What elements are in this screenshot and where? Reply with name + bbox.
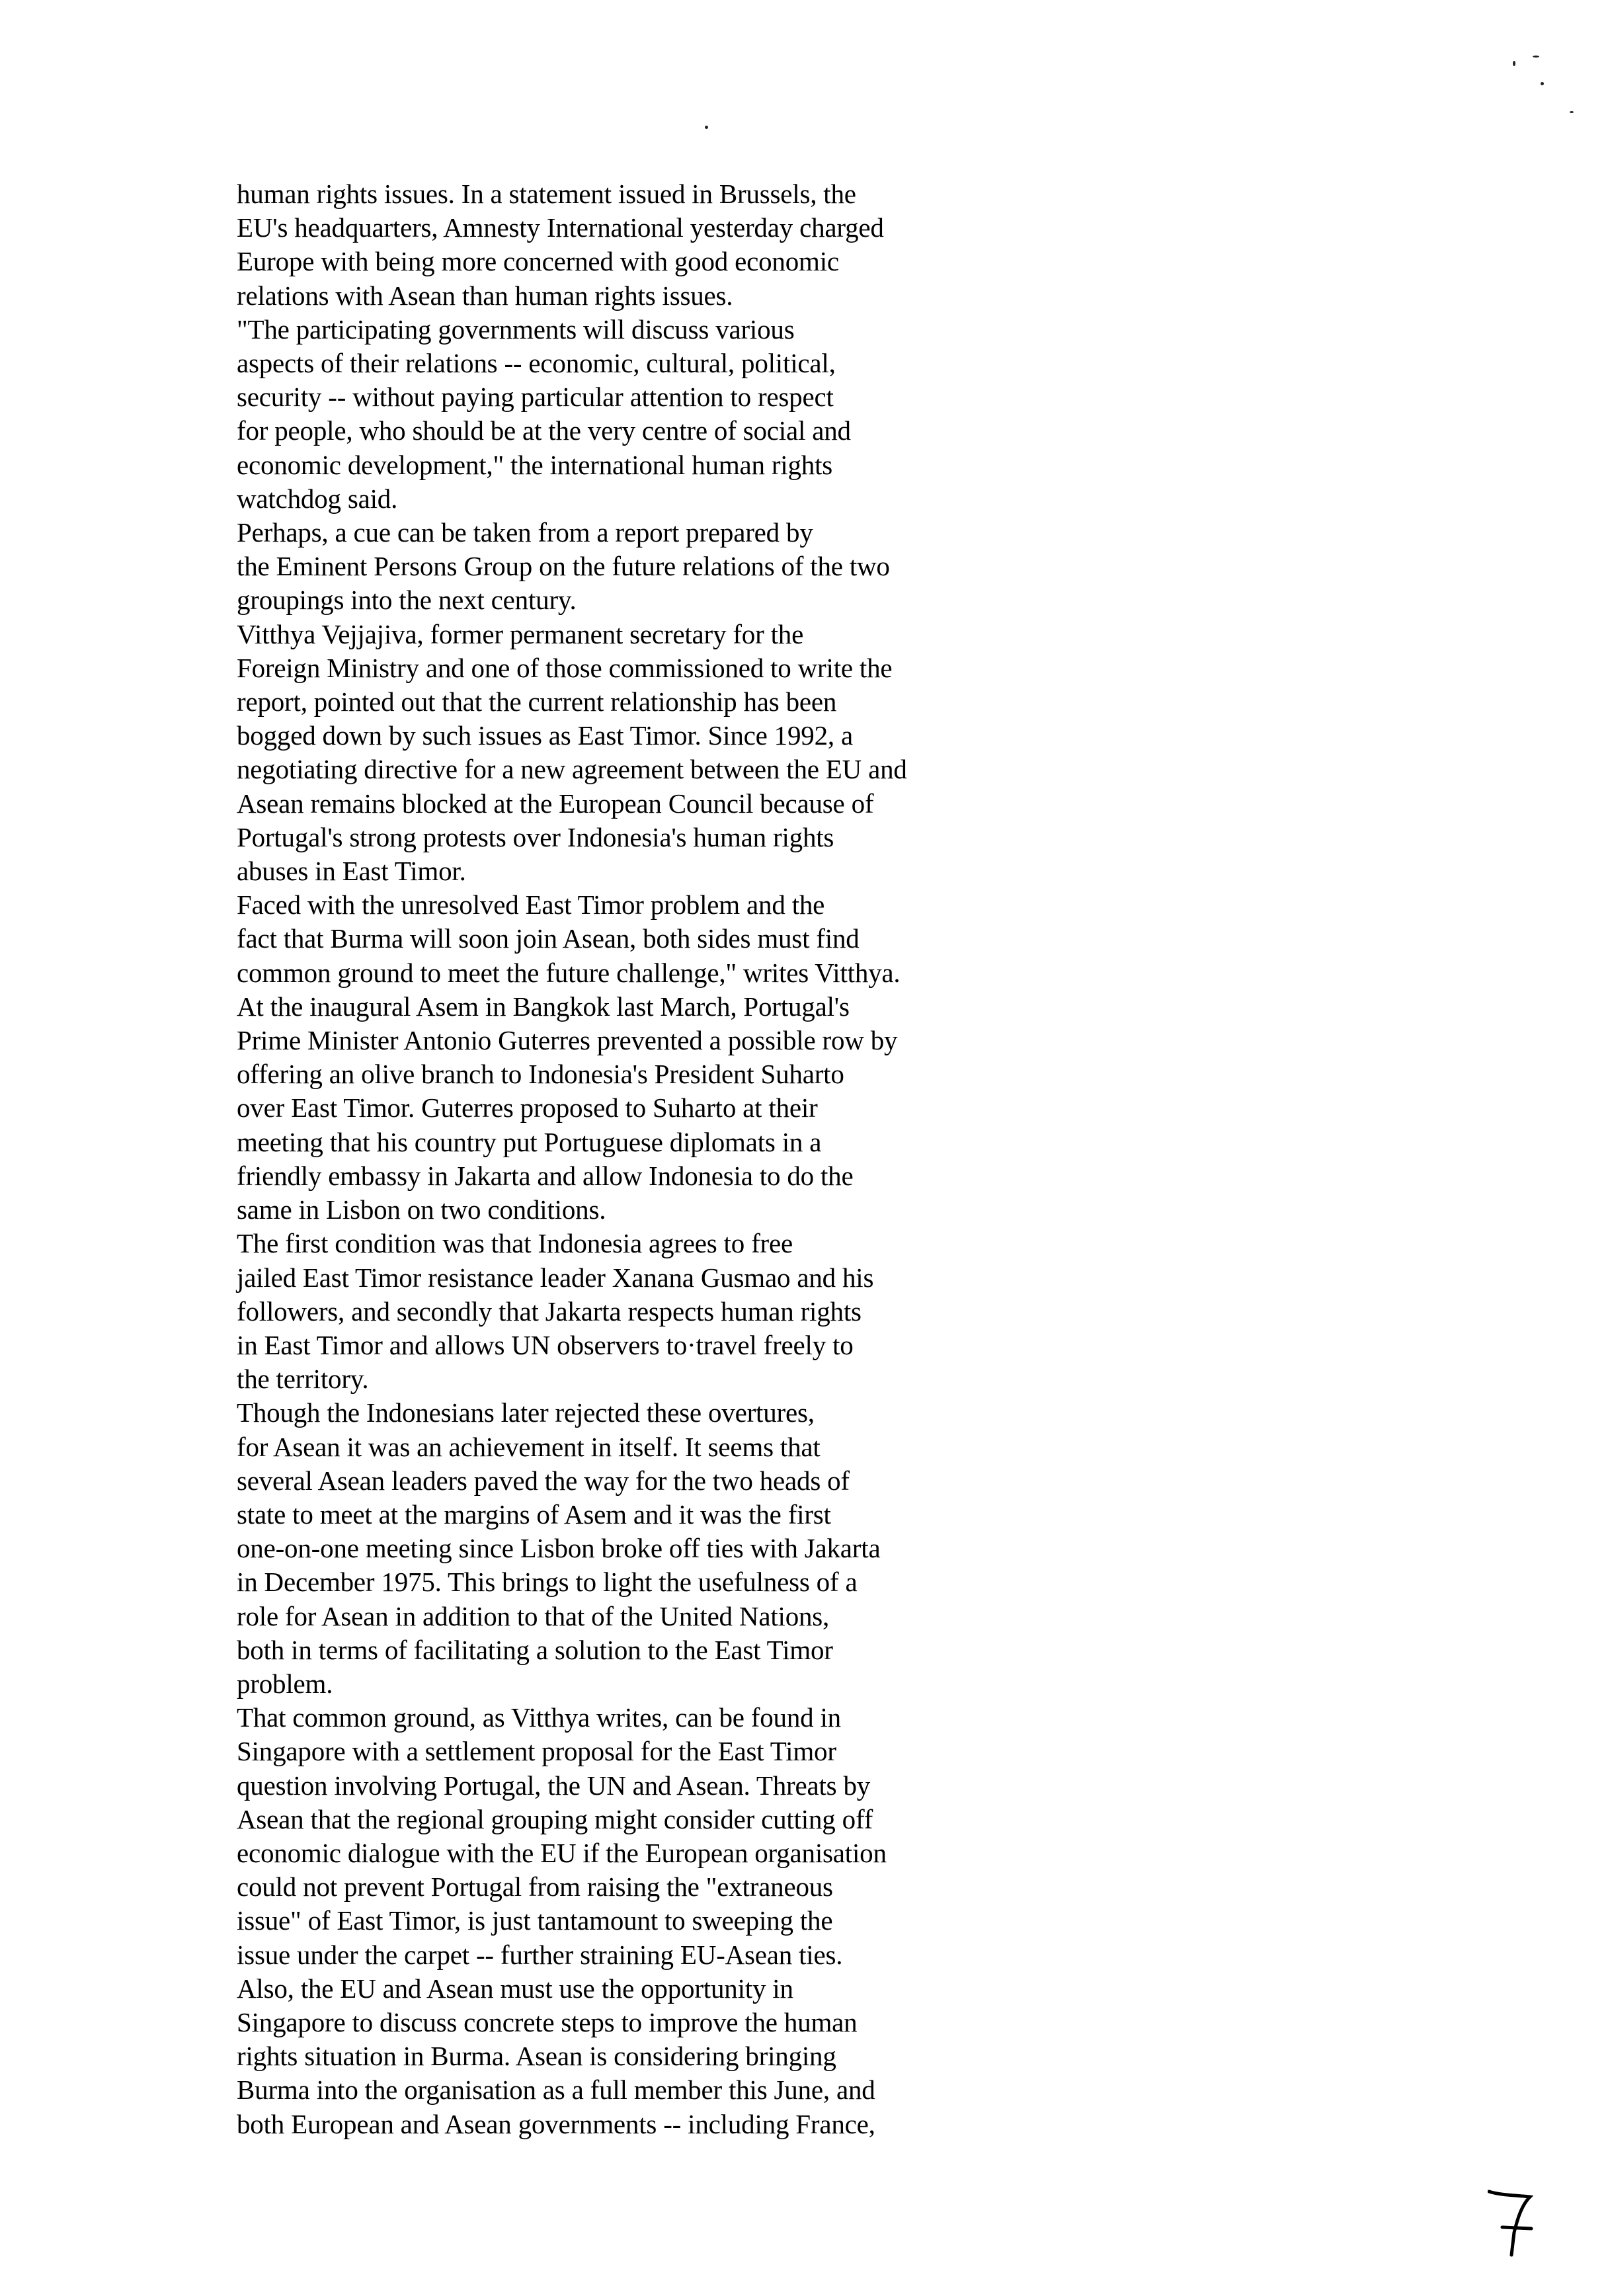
text-line: At the inaugural Asem in Bangkok last March, Portugal's [237,991,850,1022]
scan-speck [1570,111,1574,113]
text-line: Also, the EU and Asean must use the opportunity in [237,1973,793,2004]
text-line: economic dialogue with the EU if the European organisation [237,1837,887,1868]
text-line: aspects of their relations -- economic, cultural, political, [237,348,836,379]
text-line: problem. [237,1668,333,1699]
text-line: Faced with the unresolved East Timor problem and the [237,889,825,921]
scan-speck [1513,61,1515,66]
text-line: offering an olive branch to Indonesia's President Suharto [237,1059,844,1090]
text-line: both European and Asean governments -- including France, [237,2108,875,2139]
text-line: one-on-one meeting since Lisbon broke off ties with Jakarta [237,1533,881,1564]
text-line: EU's headquarters, Amnesty International yesterday charged [237,212,884,243]
text-line: Asean remains blocked at the European Council because of [237,788,874,819]
scan-speck [705,126,708,129]
text-line: for people, who should be at the very centre of social and [237,415,851,446]
text-line: groupings into the next century. [237,585,577,616]
text-line: Vitthya Vejjajiva, former permanent secretary for the [237,618,804,649]
text-line: bogged down by such issues as East Timor. Since 1992, a [237,720,853,751]
text-line: "The participating governments will discuss various [237,313,795,345]
text-line: in East Timor and allows UN observers to·travel freely to [237,1329,854,1360]
text-line: watchdog said. [237,483,398,514]
text-line: issue" of East Timor, is just tantamount to sweeping the [237,1905,833,1936]
text-line: human rights issues. In a statement issued in Brussels, the [237,179,856,209]
text-line: economic development," the international human rights [237,449,833,480]
article-body [237,177,1228,2141]
text-line: Perhaps, a cue can be taken from a report prepared by [237,517,813,548]
text-line: over East Timor. Guterres proposed to Suharto at their [237,1092,818,1124]
scan-speck [1541,82,1544,85]
text-line: Asean that the regional grouping might consider cutting off [237,1803,873,1834]
text-line: Singapore to discuss concrete steps to improve the human [237,2006,858,2037]
text-line: fact that Burma will soon join Asean, both sides must find [237,923,860,954]
handwritten-page-number [1488,2189,1547,2262]
text-line: The first condition was that Indonesia agrees to free [237,1228,793,1259]
text-line: friendly embassy in Jakarta and allow Indonesia to do the [237,1160,854,1191]
text-line: rights situation in Burma. Asean is considering bringing [237,2041,836,2072]
text-line: security -- without paying particular attention to respect [237,382,834,413]
text-line: both in terms of facilitating a solution to the East Timor [237,1634,833,1665]
text-line: issue under the carpet -- further straining EU-Asean ties. [237,1939,843,1970]
text-line: the territory. [237,1364,369,1395]
text-line: for Asean it was an achievement in itself. It seems that [237,1431,821,1462]
scan-speck [1533,56,1539,58]
text-line: jailed East Timor resistance leader Xanana Gusmao and his [237,1262,874,1293]
text-line: Portugal's strong protests over Indonesia's human rights [237,821,834,852]
text-line: meeting that his country put Portuguese diplomats in a [237,1126,822,1157]
text-line: Europe with being more concerned with good economic [237,246,839,277]
text-line: role for Asean in addition to that of the United Nations, [237,1600,830,1631]
text-line: common ground to meet the future challenge," writes Vitthya. [237,957,901,988]
text-line: That common ground, as Vitthya writes, can be found in [237,1702,841,1733]
text-line: Burma into the organisation as a full member this June, and [237,2074,875,2106]
text-line: Prime Minister Antonio Guterres prevented a possible row by [237,1025,898,1056]
text-line: report, pointed out that the current relationship has been [237,686,837,718]
text-line: followers, and secondly that Jakarta respects human rights [237,1295,862,1327]
text-line: in December 1975. This brings to light the usefulness of a [237,1567,858,1598]
text-line: state to meet at the margins of Asem and it was the first [237,1498,831,1530]
text-line: Foreign Ministry and one of those commissioned to write the [237,652,893,683]
text-line: relations with Asean than human rights issues. [237,280,733,311]
text-line: abuses in East Timor. [237,856,466,887]
text-line: Singapore with a settlement proposal for the East Timor [237,1736,836,1767]
text-line: Though the Indonesians later rejected these overtures, [237,1397,815,1428]
text-line: several Asean leaders paved the way for the two heads of [237,1465,850,1496]
text-line: question involving Portugal, the UN and Asean. Threats by [237,1770,871,1801]
text-line: could not prevent Portugal from raising the "extraneous [237,1871,833,1903]
text-line: negotiating directive for a new agreement between the EU and [237,754,907,785]
text-line: the Eminent Persons Group on the future relations of the two [237,551,890,582]
text-line: same in Lisbon on two conditions. [237,1194,606,1225]
